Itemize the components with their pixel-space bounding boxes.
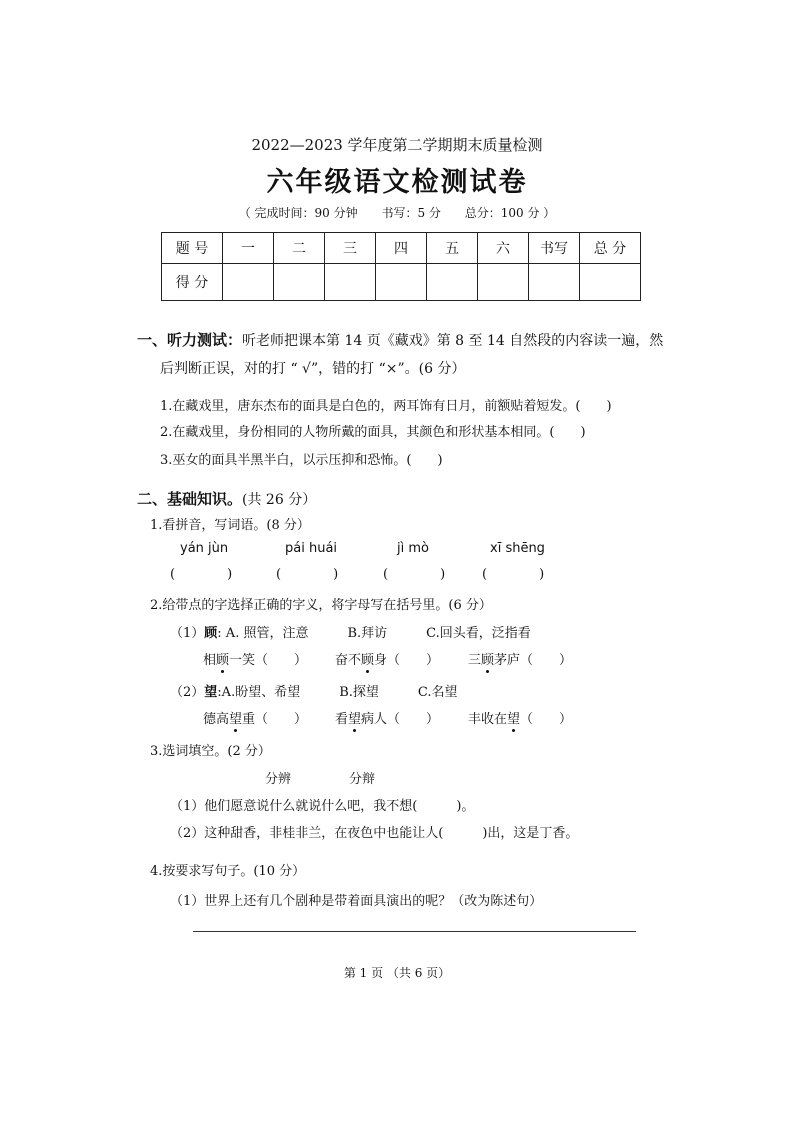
q3-sentence-1: （1）他们愿意说什么就说什么吧，我不想( )。 [170,799,475,814]
section2-points: (共 26 分） [242,492,317,508]
score-table-score-row [162,264,641,301]
pinyin-answer-blank-1[interactable]: ( ) [170,567,233,582]
answer-line[interactable] [193,931,636,932]
score-table-header-cell: 三 [325,233,376,264]
q2-group2-char: 望 [204,685,218,700]
score-cell[interactable] [376,264,427,301]
score-table [161,232,641,301]
score-cell[interactable] [325,264,376,301]
exam-time: （ 完成时间：90 分钟 [238,206,358,220]
q2-group2-options [170,681,458,700]
score-table-header-cell: 题 号 [162,233,223,264]
score-table-header-cell: 五 [427,233,478,264]
q2-g2-word-1: 德高望重（ ） [203,712,308,727]
section1-intro [137,329,663,350]
pinyin-3: jì mò [397,541,429,556]
score-table-header-cell: 总 分 [580,233,641,264]
score-table-row-label: 得 分 [162,264,223,301]
section2-title: 二、基础知识。 [137,490,243,508]
pinyin-4: xī shēng [490,541,545,556]
score-table-header-cell: 书写 [529,233,580,264]
q2-group1-char: 顾 [204,626,218,641]
score-table-header-cell: 六 [478,233,529,264]
pinyin-answer-blank-3[interactable]: ( ) [383,567,446,582]
section1-intro-line1: 听老师把课本第 14 页《藏戏》第 8 至 14 自然段的内容读一遍，然 [242,333,664,349]
q2-group1-option-text: : A. 照管，注意 B.拜访 C.回头看，泛指看 [217,626,531,641]
q1-label: 1.看拼音，写词语。(8 分） [150,518,310,533]
exam-meta [0,204,794,221]
q4-sentence-1: （1）世界上还有几个剧种是带着面具演出的呢？（改为陈述句） [170,894,543,909]
section2-heading [137,488,316,509]
page-footer: 第 1 页 （共 6 页） [343,966,451,980]
score-cell[interactable] [223,264,274,301]
q3-word-1: 分辨 [265,772,292,787]
q3-label: 3.选词填空。(2 分） [150,744,271,759]
section1-title: 一、听力测试： [137,331,243,349]
q2-g1-word-2: 奋不顾身（ ） [335,653,440,668]
q3-sentence-2: （2）这种甜香，非桂非兰，在夜色中也能让人( )出，这是丁香。 [170,826,579,841]
q2-g1-word-1: 相顾一笑（ ） [203,653,308,668]
q2-g2-word-3: 丰收在望（ ） [468,712,573,727]
section1-intro-line2: 后判断正误，对的打 “ √”，错的打 “×”。(6 分） [160,361,466,377]
q2-group2-number: （2） [170,685,205,700]
score-cell[interactable] [580,264,641,301]
score-table-header-cell: 四 [376,233,427,264]
pinyin-answer-blank-4[interactable]: ( ) [482,567,545,582]
pinyin-1: yán jùn [180,541,229,556]
exam-subtitle: 2022—2023 学年度第二学期期末质量检测 [251,136,543,154]
score-cell[interactable] [478,264,529,301]
q3-word-2: 分辩 [349,772,376,787]
score-cell[interactable] [529,264,580,301]
pinyin-2: pái huái [285,541,338,556]
listening-item-1: 1.在藏戏里，唐东杰布的面具是白色的，两耳饰有日月，前额贴着短发。( ) [160,399,612,414]
q2-g1-word-3: 三顾茅庐（ ） [468,653,573,668]
q2-g2-word-2: 看望病人（ ） [335,712,440,727]
score-table-header-cell: 二 [274,233,325,264]
exam-total-points: 总分：100 分 ） [464,206,556,220]
exam-title: 六年级语文检测试卷 [266,167,528,198]
score-table-header-cell: 一 [223,233,274,264]
q2-label: 2.给带点的字选择正确的字义，将字母写在括号里。(6 分） [150,598,492,613]
score-cell[interactable] [427,264,478,301]
listening-item-3: 3.巫女的面具半黑半白，以示压抑和恐怖。( ) [160,453,443,468]
q2-group1-number: （1） [170,626,205,641]
q4-label: 4.按要求写句子。(10 分） [150,864,306,879]
exam-writing-points: 书写：5 分 [381,206,441,220]
q2-group2-option-text: :A.盼望、希望 B.探望 C.名望 [217,685,458,700]
q2-group1-options [170,622,531,641]
listening-item-2: 2.在藏戏里，身份相同的人物所戴的面具，其颜色和形状基本相同。( ) [160,425,586,440]
score-cell[interactable] [274,264,325,301]
pinyin-answer-blank-2[interactable]: ( ) [276,567,339,582]
score-table-header-row [162,233,641,264]
